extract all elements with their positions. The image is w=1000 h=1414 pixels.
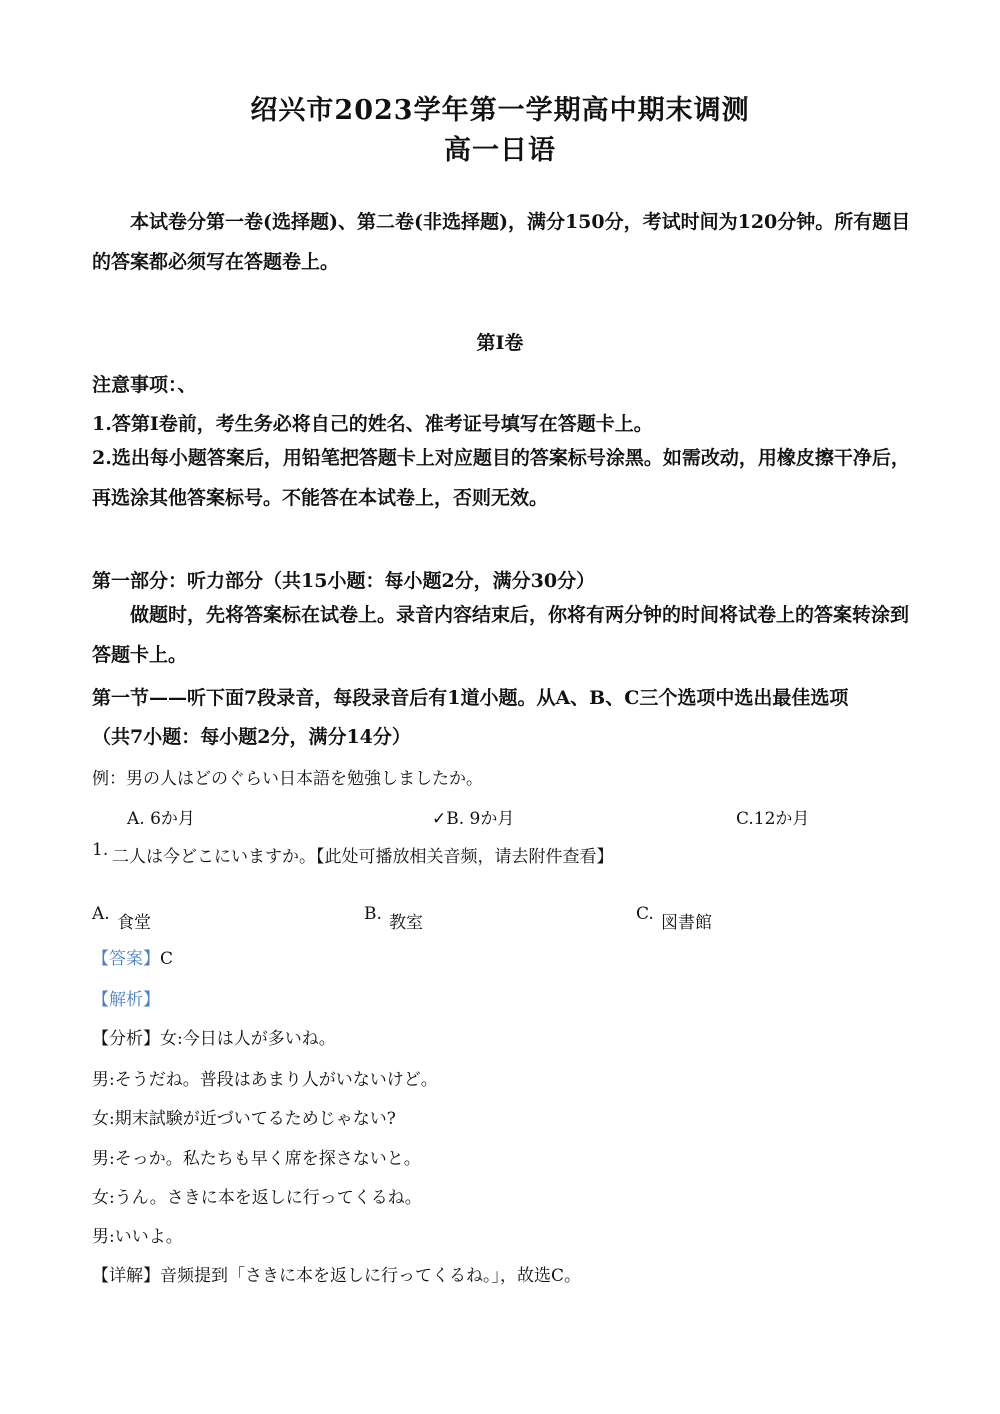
dialogue-line: 男:いいよ。 [92,1227,183,1247]
section1-heading-line2: （共7小题：每小题2分，满分14分） [92,726,411,748]
dialogue-line: 女:期末試験が近づいてるためじゃない? [92,1109,396,1129]
fenxi-line [92,1024,336,1049]
example-question: 例：男の人はどのぐらい日本語を勉強しましたか。 [92,769,483,789]
detail-text: 音频提到「さきに本を返しに行ってくるね。」，故选C。 [160,1266,582,1286]
example-option-b: ✓B. 9か月 [432,809,515,829]
detail-label: 【详解】 [92,1266,160,1286]
q1-number: 1. [92,840,109,860]
fenxi-label: 【分析】 [92,1029,160,1049]
detail-line [92,1261,581,1286]
analysis-label: 【解析】 [92,990,160,1010]
q1-option-a-letter: A. [92,904,110,924]
answer-label: 【答案】 [92,949,160,969]
dialogue-line: 女:今日は人が多いね。 [160,1029,336,1049]
exam-subject: 高一日语 [444,135,556,166]
q1-option-b-text: 教室 [389,913,423,933]
q1-answer [92,944,173,969]
q1-option-c-text: 図書館 [661,913,712,933]
section1-heading-line1: 第一节——听下面7段录音，每段录音后有1道小题。从A、B、C三个选项中选出最佳选项 [92,687,849,709]
notice-title: 注意事项：、 [92,374,197,396]
exam-title: 绍兴市2023学年第一学期高中期末调测 [250,95,750,126]
example-option-c: C.12か月 [736,809,810,829]
intro-text: 本试卷分第一卷(选择题)、第二卷(非选择题)，满分150分，考试时间为120分钟。所有题目的答案都必须写在答题卷上。 [92,211,911,273]
dialogue-line: 男:そうだね。普段はあまり人がいないけど。 [92,1070,438,1090]
q1-question: 二人は今どこにいますか。【此处可播放相关音频，请去附件查看】 [112,847,614,867]
q1-option-c-letter: C. [636,904,654,924]
part1-title: 第一部分：听力部分（共15小题：每小题2分，满分30分） [92,570,596,592]
notice-item-1: 1.答第I卷前，考生务必将自己的姓名、准考证号填写在答题卡上。 [92,413,653,435]
part1-instruction-text: 做题时，先将答案标在试卷上。录音内容结束后，你将有两分钟的时间将试卷上的答案转涂到答题卡上。 [92,604,910,666]
q1-option-b-letter: B. [364,904,382,924]
q1-option-a-text: 食堂 [117,913,151,933]
volume-label: 第I卷 [476,332,524,354]
example-option-a: A. 6か月 [127,809,195,829]
part1-instruction [92,595,912,675]
dialogue-line: 男:そっか。私たちも早く席を探さないと。 [92,1149,421,1169]
notice-item-2: 2.选出每小题答案后，用铅笔把答题卡上对应题目的答案标号涂黑。如需改动，用橡皮擦干净后，再选涂其他答案标号。不能答在本试卷上，否则无效。 [92,447,910,509]
dialogue-line: 女:うん。さきに本を返しに行ってくるね。 [92,1188,422,1208]
intro-paragraph [92,202,912,282]
answer-value: C [160,949,174,969]
